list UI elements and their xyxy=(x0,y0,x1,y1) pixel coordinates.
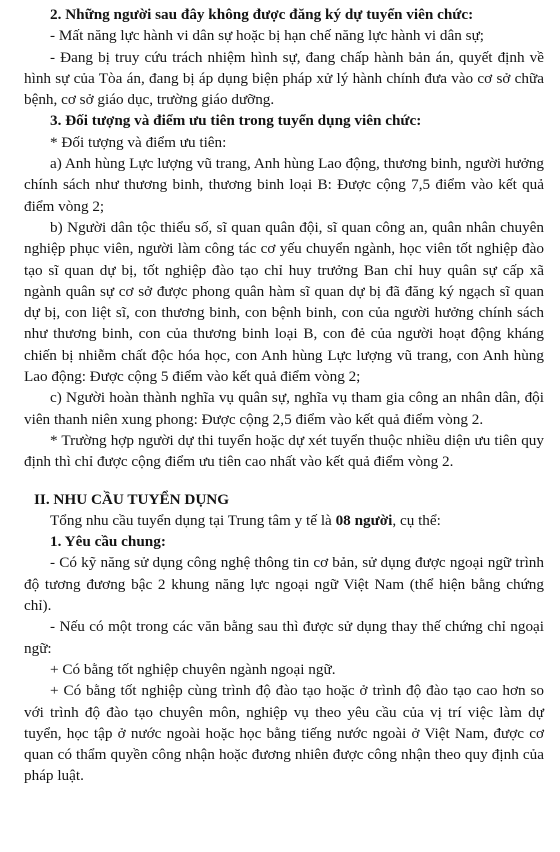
section-3-item-b: b) Người dân tộc thiểu số, sĩ quan quân đội, sĩ quan công an, quân nhân chuyên nghiệp phục viên, người làm công tác cơ yếu chuyển ngành, học viên tốt nghiệp đào tạo sĩ quan dự bị, tốt nghiệp đào tạo chỉ huy trưởng Ban chỉ huy quân sự cấp xã ngành quân sự cơ sở được phong quân hàm sĩ quan dự bị đã đăng ký ngạch sĩ quan dự bị, con liệt sĩ, con thương binh, con bệnh binh, con của người hưởng chính sách như thương binh, con của thương binh loại B, con đẻ của người hoạt động kháng chiến bị nhiễm chất độc hóa học, con Anh hùng Lực lượng vũ trang, con Anh hùng Lao động: Được cộng 5 điểm vào kết quả điểm vòng 2; xyxy=(24,218,544,386)
section-II-intro-text: Tổng nhu cầu tuyển dụng tại Trung tâm y tế là xyxy=(50,511,336,529)
section-II-intro-suffix: , cụ thể: xyxy=(392,511,441,529)
section-II-1-item-2: - Nếu có một trong các văn bằng sau thì được sử dụng thay thế chứng chỉ ngoại ngữ: xyxy=(24,618,544,657)
section-3-item-a: a) Anh hùng Lực lượng vũ trang, Anh hùng Lao động, thương binh, người hưởng chính sách như thương binh, thương binh loại B: Được cộng 7,5 điểm vào kết quả điểm vòng 2; xyxy=(24,155,544,215)
section-II-1-plus-2: + Có bằng tốt nghiệp cùng trình độ đào tạo hoặc ở trình độ đào tạo cao hơn so với trình độ đào tạo chuyên môn, nghiệp vụ theo yêu cầu của vị trí việc làm dự tuyển, học tập ở nước ngoài hoặc học bằng tiếng nước ngoài ở Việt Nam, được cơ quan có thẩm quyền công nhận hoặc đương nhiên được công nhận theo quy định của pháp luật. xyxy=(24,682,544,785)
section-3-heading: 3. Đối tượng và điểm ưu tiên trong tuyển dụng viên chức: xyxy=(50,112,422,130)
section-II-intro xyxy=(24,510,544,531)
document-page xyxy=(24,4,544,787)
section-II-1-item-1: - Có kỹ năng sử dụng công nghệ thông tin cơ bản, sử dụng được ngoại ngữ trình độ tương đương bậc 2 khung năng lực ngoại ngữ Việt Nam (thể hiện bằng chứng chỉ). xyxy=(24,554,544,615)
section-3-item-c: c) Người hoàn thành nghĩa vụ quân sự, nghĩa vụ tham gia công an nhân dân, đội viên thanh niên xung phong: Được cộng 2,5 điểm vào kết quả điểm vòng 2. xyxy=(24,389,544,428)
section-II-1-heading: 1. Yêu cầu chung: xyxy=(50,533,166,551)
section-II-1-plus-1: + Có bằng tốt nghiệp chuyên ngành ngoại ngữ. xyxy=(50,660,336,678)
section-II-heading: II. NHU CẦU TUYỂN DỤNG xyxy=(34,490,230,508)
section-2-heading: 2. Những người sau đây không được đăng ký dự tuyển viên chức: xyxy=(50,6,474,23)
section-2-item-2: - Đang bị truy cứu trách nhiệm hình sự, đang chấp hành bản án, quyết định về hình sự của Tòa án, đang bị áp dụng biện pháp xử lý hành chính đưa vào cơ sở chữa bệnh, cơ sở giáo dục, trường giáo dưỡng. xyxy=(24,48,544,109)
section-3-note: * Trường hợp người dự thi tuyển hoặc dự xét tuyển thuộc nhiều diện ưu tiên quy định thì chỉ được cộng điểm ưu tiên cao nhất vào kết quả điểm vòng 2. xyxy=(24,431,544,471)
section-II-intro-count: 08 người xyxy=(335,511,393,529)
section-3-subheading: * Đối tượng và điểm ưu tiên: xyxy=(50,133,227,151)
section-2-item-1: - Mất năng lực hành vi dân sự hoặc bị hạn chế năng lực hành vi dân sự; xyxy=(50,27,485,45)
